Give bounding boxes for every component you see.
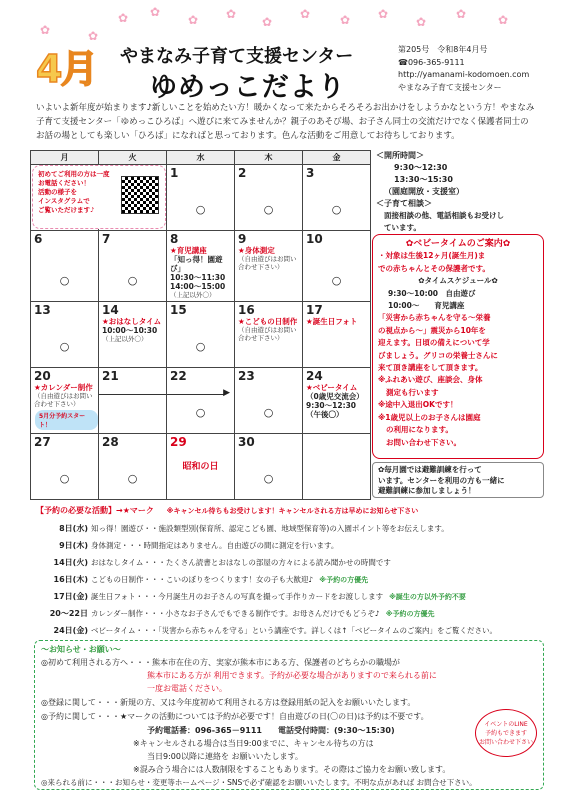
event-text: ★こどもの日制作 [238,317,298,326]
event-text: ★身体測定 [238,246,275,255]
promo-line: お電話ください！ [38,179,90,187]
calendar-day-cell [99,368,167,434]
calendar-day-cell [303,368,371,434]
schedule-row [36,540,338,551]
baby-text: ※途中入退出OKです！ [378,400,458,410]
day-number: 29 [170,435,187,449]
qr-code-icon[interactable] [121,176,159,214]
bubble-line: 予約もできます [484,730,527,737]
promo-line: インスタグラムで [38,197,90,205]
open-day-circle: ○ [127,274,138,287]
open-day-circle: ○ [127,472,138,485]
schedule-head-text: 【予約の必要な活動】→★マーク [36,506,154,515]
schedule-note: ※予約の方優先 [385,610,435,618]
promo-box [32,165,166,229]
event-text: 10:00～10:30 [102,326,158,335]
baby-text: 迎えます。日頃の備えについて学 [378,338,490,348]
baby-time-heading: ✿ベビータイムのご案内✿ [405,239,511,249]
schedule-text: 知っ得！園遊び・・施設類型別(保育所、認定こども園、地域型保育等)の入園ポイント等をお伝えします。 [91,524,449,533]
event-text: 14:00～15:00 [170,282,226,291]
baby-text: ・対象は生後12ヶ月(誕生月)ま [378,251,486,261]
day-number: 6 [34,232,43,246]
intro-text: いよいよ新年度が始まります♪新しいことを始めたい方！暖かくなって来たからそろそろお出かけをしようかなという方！やまなみ子育て支援センター「ゆめっこひろば」へ遊びに来てみませんか？親子のあそび場、お子さん同士の交流だけでなく保護者同士のお話の場としても楽しい「ひろば」になればと思っております。色んな活動をご用意してお待ちしております。 [36,103,535,141]
open-day-circle: ○ [331,203,342,216]
schedule-text: こどもの日制作・・・こいのぼりをつくります！女の子も大歓迎♪ [91,575,314,584]
schedule-text: ベビータイム・・・「災害から赤ちゃんを守る」という講座です。詳しくは↑「ベビータイムのご案内」をご覧ください。 [91,626,498,635]
baby-text: での赤ちゃんとその保護者です。 [378,263,490,273]
calendar-day-cell [99,302,167,368]
center-name: やまなみ子育て支援センター [120,46,354,67]
open-day-circle: ○ [59,472,70,485]
day-number: 14 [102,303,119,317]
baby-text: 来て頂き講座をして頂きます。 [378,363,483,373]
notice-line: ◎予約に関して・・・★マークの活動については予約が必要です！自由遊びの日(〇の日)は予約は不要です。 [41,712,429,721]
schedule-text: 身体測定・・・時間指定はありません。自由遊びの間に測定を行います。 [91,541,339,550]
schedule-row [36,625,497,636]
calendar-day-cell [31,231,99,302]
schedule-row [36,608,435,619]
calendar-day-cell [303,434,371,500]
day-number: 24 [306,369,323,383]
arrow-line [167,394,224,395]
day-number: 20 [34,369,51,383]
day-number: 8 [170,232,179,246]
baby-text: びましょう。グリコの栄養士さんに [378,350,498,360]
open-day-circle: ○ [263,472,274,485]
open-day-circle: ○ [59,340,70,353]
baby-text: 10:00～ 育児講座 [388,301,465,311]
hours-heading: ＜開所時間＞ [376,151,424,160]
schedule-date: 8日(水) [59,524,88,533]
baby-schedule-heading: ✿タイムスケジュール✿ [418,276,498,286]
event-text: （自由遊びはお問い合わせ下さい） [238,326,297,342]
day-number: 7 [102,232,111,246]
notice-line: 熊本市にある方が 利用できます。予約が必要な場合がありますので来られる前に [147,671,437,680]
schedule-row [36,557,391,568]
day-number: 2 [238,166,247,180]
calendar-day-cell [235,165,303,231]
event-text: ★誕生日フォト [306,317,358,326]
schedule-head-note: ※キャンセル待ちもお受けします！キャンセルされる方は早めにお知らせ下さい [166,507,419,515]
event-text: 10:30～11:30 [170,273,226,282]
notice-line: ◎登録に関して・・・新規の方、又は今年度初めて利用される方は登録用紙の記入をお願いいたします。 [41,698,416,707]
promo-line: 初めてご利用の方は一度 [38,170,110,178]
calendar-day-cell [167,434,235,500]
calendar-day-cell [303,165,371,231]
schedule-row [36,523,449,534]
open-day-circle: ○ [263,406,274,419]
day-number: 23 [238,369,255,383]
hours-panel [376,150,546,234]
open-day-circle: ○ [331,274,342,287]
arrow-line [99,394,166,395]
baby-time-box [372,234,544,459]
publisher-name: やまなみ子育て支援センター [398,82,502,92]
weekday-fri: 金 [303,151,371,165]
consult-text: ています。 [384,223,421,232]
schedule-text: 誕生日フォト・・・今月誕生月のお子さんの写真を撮って手作りカードをお渡しします [91,592,384,601]
hours-note: （園庭開放・支援室） [384,187,464,196]
calendar-day-cell [31,434,99,500]
notice-heading: ～お知らせ・お願い～ [41,645,121,654]
hours-afternoon: 13:30～15:30 [394,175,453,184]
day-number: 3 [306,166,315,180]
notice-box [34,640,544,790]
schedule-date: 9日(木) [59,541,88,550]
notice-line: ※キャンセルされる場合は当日9:00までに、キャンセル待ちの方は [133,739,374,748]
event-text: ★カレンダー制作 [34,383,93,392]
baby-text: 9:30～10:00 自由遊び [388,288,476,298]
calendar-day-cell [235,434,303,500]
calendar-day-cell [167,165,235,231]
line-reservation-bubble [475,709,537,757]
weekday-mon: 月 [31,151,99,165]
open-day-circle: ○ [195,406,206,419]
schedule-heading [36,505,418,516]
weekday-thu: 木 [235,151,303,165]
calendar-day-cell [31,368,99,434]
schedule-row [36,574,368,585]
weekday-tue: 火 [99,151,167,165]
baby-text: 「災害から赤ちゃんを守る～栄養 [378,313,491,323]
schedule-row [36,591,466,602]
day-number: 1 [170,166,179,180]
day-number: 9 [238,232,247,246]
consult-text: 面接相談の他、電話相談もお受けし [384,211,504,220]
event-text: （上記以外〇） [170,291,216,299]
drill-text: 避難訓練に参加しましょう！ [378,486,476,495]
notice-line: 予約電話番：096-365－9111 電話受付時間：(9:30～15:30) [147,726,395,735]
calendar-day-cell [235,368,303,434]
day-number: 21 [102,369,119,383]
schedule-date: 20～22日 [49,609,88,618]
day-number: 22 [170,369,187,383]
schedule-text: おはなしタイム・・・たくさん読書とおはなしの部屋の方々による読み聞かせの時間です [91,558,391,567]
event-text: ★育児講座 [170,246,207,255]
baby-text: お問い合わせ下さい。 [386,437,461,447]
calendar-day-cell [167,231,235,302]
notice-line: ◎来られる前に・・・お知らせ・変更等ホームページ・SNSで必ず確認をお願いいたします。不明な点があれば お問合せ下さい。 [41,778,477,787]
notice-line: ※混み合う場合には人数制限をすることもあります。その際はご協力をお願い致します。 [133,765,451,774]
day-number: 13 [34,303,51,317]
drill-text: います。センターを利用の方も一緒に [378,475,505,485]
day-number: 30 [238,435,255,449]
schedule-text: カレンダー制作・・・小さなお子さんでもできる制作です。お母さんだけでもどうぞ♪ [91,609,380,618]
day-number: 16 [238,303,255,317]
weekday-wed: 水 [167,151,235,165]
day-number: 17 [306,303,323,317]
open-day-circle: ○ [59,274,70,287]
arrow-head-icon: ▶ [223,388,230,398]
event-text: ★ベビータイム [306,383,358,392]
calendar-day-cell [235,231,303,302]
event-text: （上記以外〇） [102,335,148,343]
notice-line: ◎初めて利用される方へ・・・熊本市在住の方、実家が熊本市にある方、保護者のどちらかの職場が [41,658,400,667]
schedule-date: 14日(火) [53,558,88,567]
schedule-date: 16日(木) [53,575,88,584]
month-heading: 4月 [36,47,97,91]
event-text: 昭和の日 [182,462,219,472]
newsletter-title: ゆめっこだより [150,72,346,103]
notice-line: 一度お電話ください。 [147,684,227,693]
open-day-circle: ○ [195,340,206,353]
open-day-circle: ○ [195,203,206,216]
website-link[interactable]: http://yamanami-kodomoen.com [398,70,530,79]
phone-number: ☎096-365-9111 [398,57,465,67]
baby-text: の視点から～」震災から10年を [378,325,486,335]
bubble-line: お問い合わせ下さい [478,739,533,746]
day-number: 28 [102,435,119,449]
bubble-line: イベントのLINE [484,721,528,728]
consult-heading: ＜子育て相談＞ [376,199,432,208]
schedule-date: 17日(金) [53,592,88,601]
reservation-start-badge: 5月分予約スタート！ [35,410,98,430]
event-text: 9:30～12:30 [306,401,357,410]
baby-text: の利用になります。 [386,425,453,435]
schedule-date: 24日(金) [53,626,88,635]
event-text: （0歳児交流会） [306,392,364,401]
baby-text: ※ふれあい遊び、座談会、身体 [378,375,483,385]
event-text: （自由遊びはお問い合わせ下さい） [238,255,297,271]
hours-morning: 9:30～12:30 [394,163,448,172]
promo-line: ご覧いただけます♪ [38,206,95,214]
event-text: （自由遊びはお問い合わせ下さい） [34,392,93,408]
day-number: 10 [306,232,323,246]
event-text: （午後〇） [306,410,344,419]
calendar-day-cell [167,302,235,368]
header-info [398,44,558,94]
event-text: ★おはなしタイム [102,317,162,326]
calendar-day-cell [167,368,235,434]
schedule-note: ※予約の方優先 [319,576,369,584]
promo-line: 活動の様子を [38,188,77,196]
open-day-circle: ○ [263,203,274,216]
calendar-day-cell [99,434,167,500]
evacuation-drill-box [372,462,544,498]
baby-text: ※1歳児以上のお子さんは園庭 [378,412,481,422]
calendar-day-cell [303,231,371,302]
calendar-day-cell [235,302,303,368]
baby-text: 測定も行います [386,387,439,397]
issue-number: 第205号 令和8年4月号 [398,45,488,54]
calendar-day-cell [303,302,371,368]
calendar-day-cell [31,302,99,368]
event-text: 「知っ得！園遊び」 [170,255,223,273]
schedule-note: ※誕生の方以外予約不要 [389,593,466,601]
day-number: 27 [34,435,51,449]
notice-line: 当日9:00以降に連絡を お願いいたします。 [147,752,303,761]
day-number: 15 [170,303,187,317]
calendar-day-cell [99,231,167,302]
drill-text: ✿毎月園では避難訓練を行って [378,465,482,474]
